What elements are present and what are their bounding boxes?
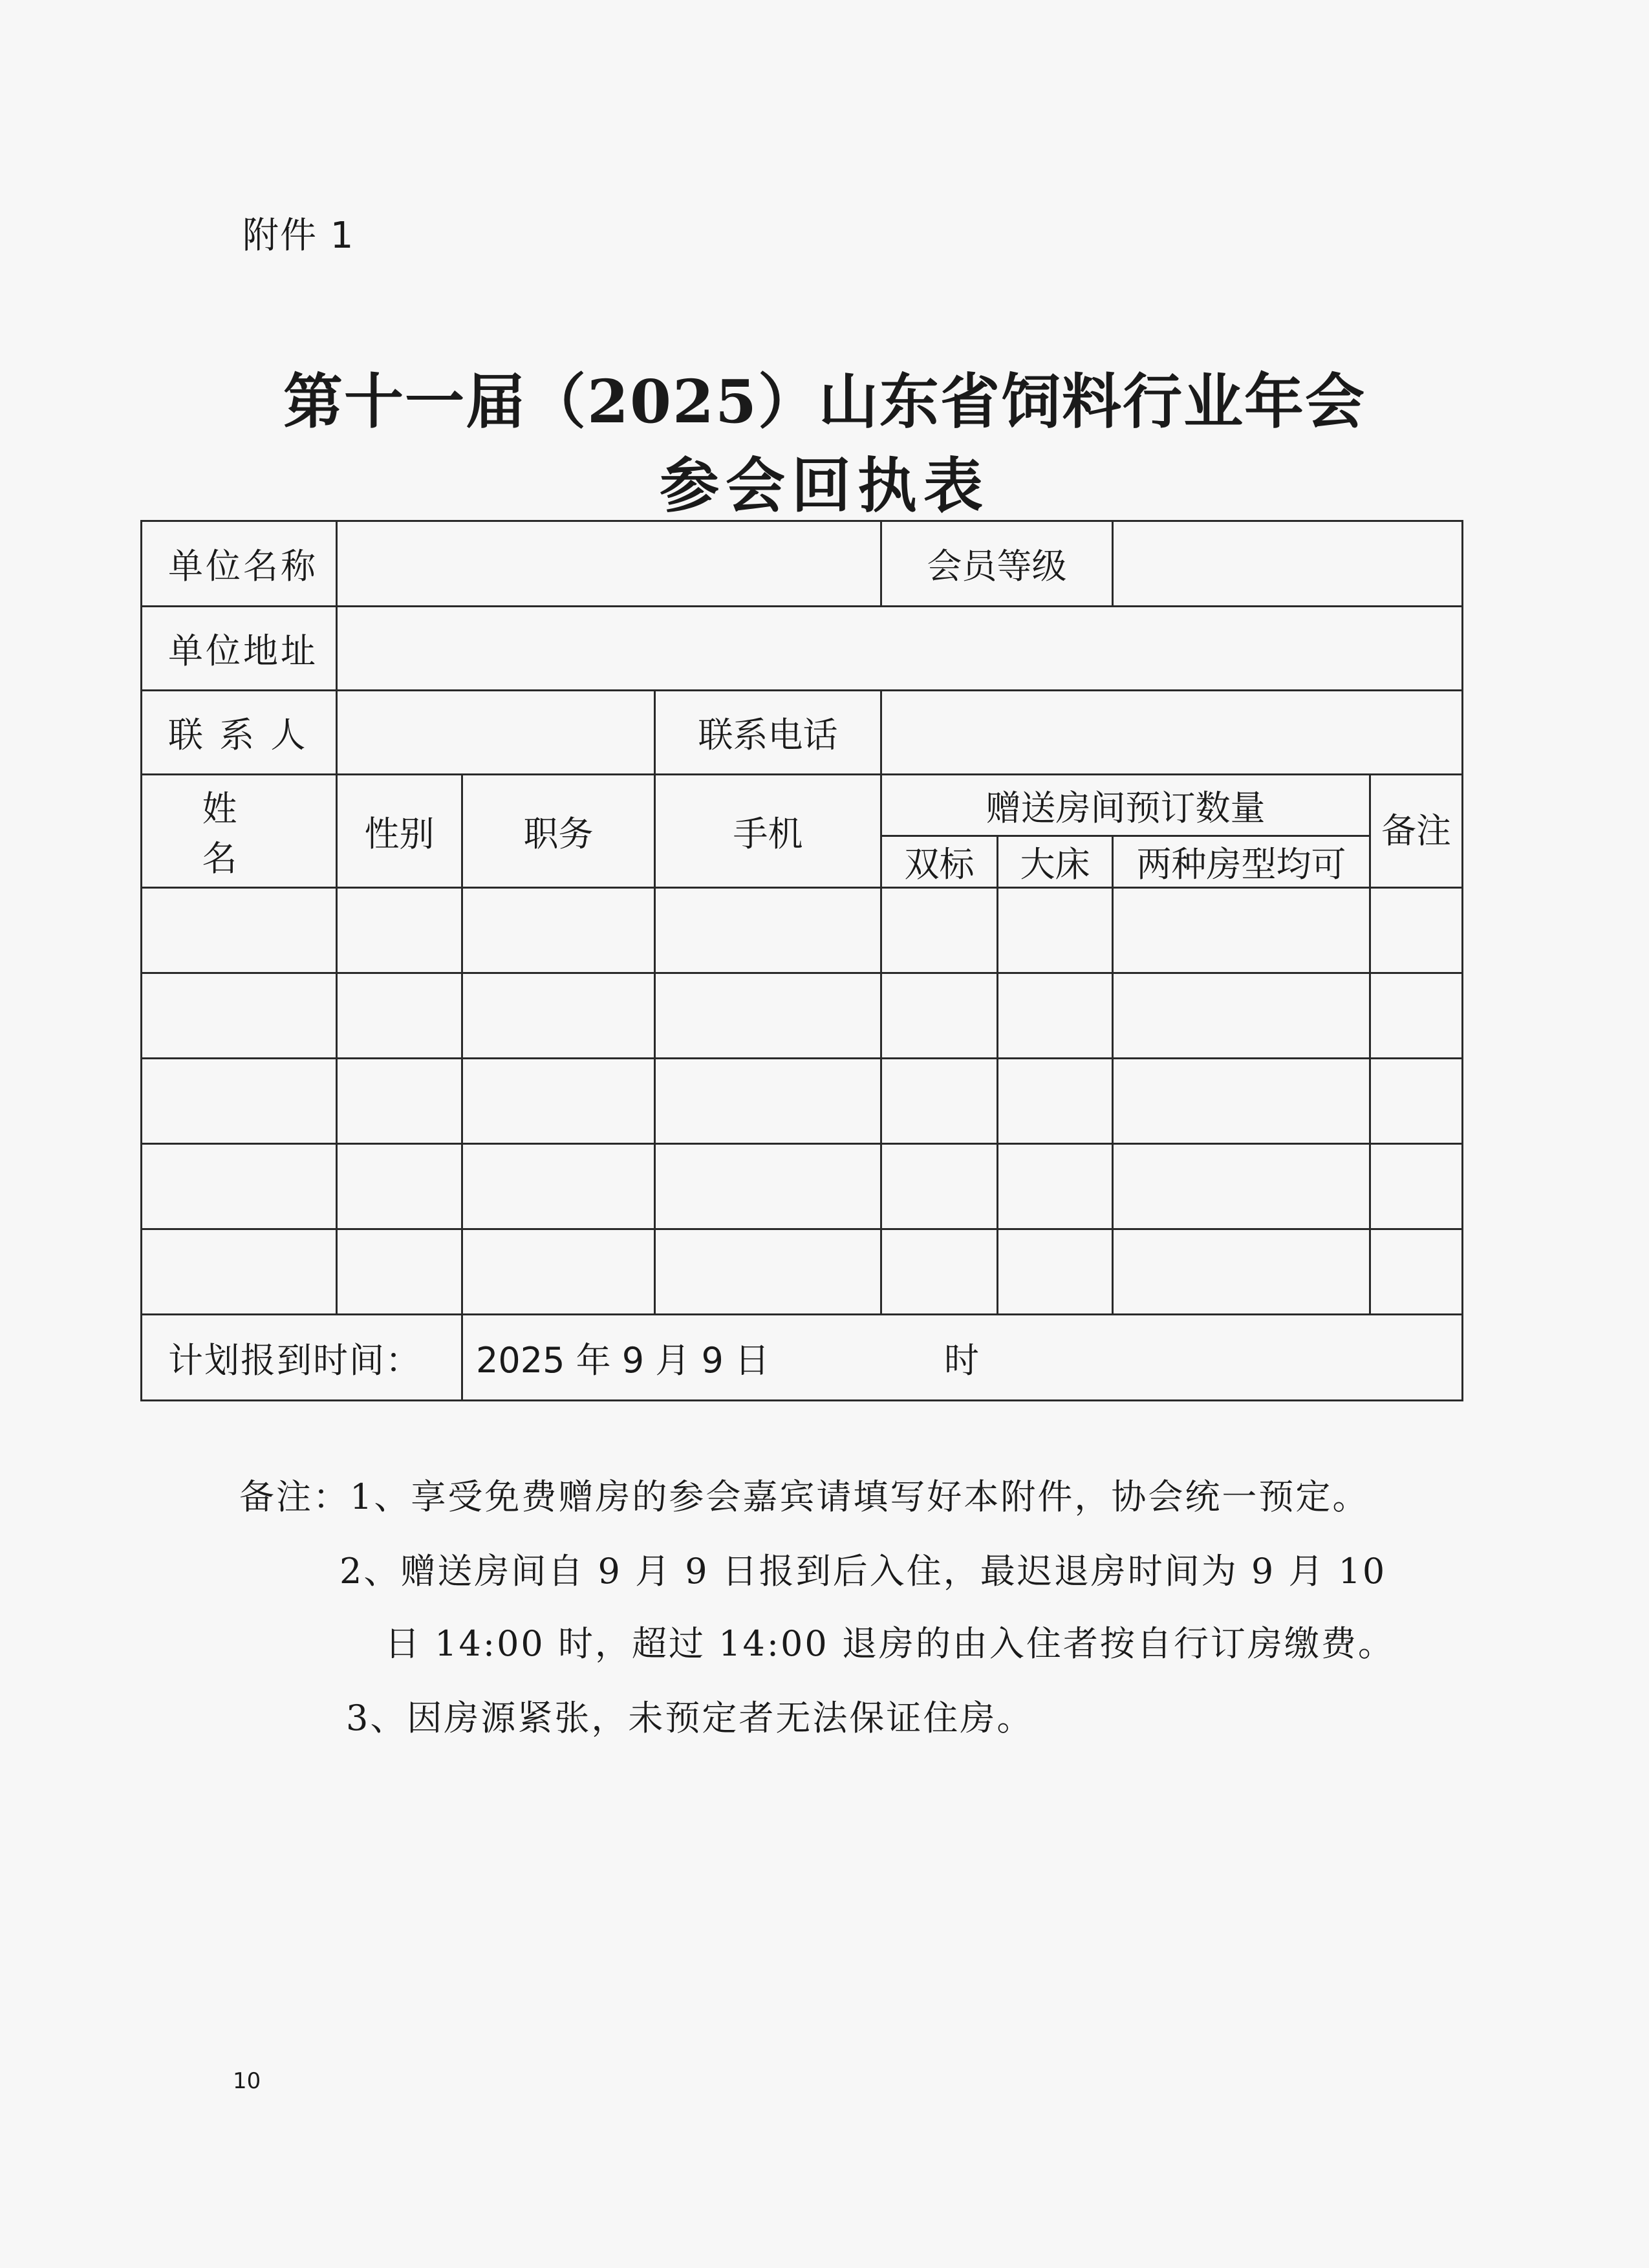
unit-name-field[interactable] [337,521,881,607]
column-header-row [142,775,1463,836]
unit-address-field[interactable] [337,607,1463,691]
attendee-twin-cell[interactable] [881,1144,998,1229]
planned-arrival-row [142,1315,1463,1401]
page-number: 10 [233,2068,261,2094]
contact-row [142,691,1463,775]
col-twin-header: 双标 [881,836,998,888]
attendee-mobile-cell[interactable] [655,973,881,1059]
attendee-row [142,888,1463,973]
attendee-position-cell[interactable] [462,1229,655,1315]
attendee-either-cell[interactable] [1113,973,1370,1059]
col-mobile-header: 手机 [655,775,881,888]
attendee-name-cell[interactable] [142,973,337,1059]
attendee-mobile-cell[interactable] [655,1059,881,1144]
attendee-mobile-cell[interactable] [655,1229,881,1315]
planned-arrival-hour-unit: 时 [943,1339,979,1381]
attendee-row [142,1144,1463,1229]
attendee-position-cell[interactable] [462,973,655,1059]
attendee-remarks-cell[interactable] [1370,973,1463,1059]
attendee-king-cell[interactable] [998,888,1113,973]
contact-phone-label: 联系电话 [655,691,881,775]
attendee-row [142,1059,1463,1144]
planned-arrival-field[interactable] [462,1315,1463,1401]
attendee-position-cell[interactable] [462,1059,655,1144]
col-position-header: 职务 [462,775,655,888]
attendee-remarks-cell[interactable] [1370,1229,1463,1315]
attendee-either-cell[interactable] [1113,888,1370,973]
attendee-twin-cell[interactable] [881,973,998,1059]
contact-phone-field[interactable] [881,691,1463,775]
attendee-row [142,1229,1463,1315]
note-item-3: 3、因房源紧张，未预定者无法保证住房。 [346,1698,1034,1738]
attendee-either-cell[interactable] [1113,1144,1370,1229]
attendee-either-cell[interactable] [1113,1059,1370,1144]
note-item-1: 1、享受免费赠房的参会嘉宾请填写好本附件，协会统一预定。 [350,1476,1370,1517]
col-remarks-header: 备注 [1370,775,1463,888]
unit-address-label: 单位地址 [142,607,337,691]
col-king-header: 大床 [998,836,1113,888]
attendee-twin-cell[interactable] [881,888,998,973]
col-name-header: 姓 名 [142,775,337,888]
attendee-twin-cell[interactable] [881,1059,998,1144]
attendee-king-cell[interactable] [998,1059,1113,1144]
note-item-2-line-2: 日 14:00 时，超过 14:00 退房的由入住者按自行订房缴费。 [385,1623,1395,1664]
attendee-twin-cell[interactable] [881,1229,998,1315]
unit-address-row [142,607,1463,691]
attendee-name-cell[interactable] [142,1229,337,1315]
col-gender-header: 性别 [337,775,462,888]
member-level-label: 会员等级 [881,521,1113,607]
attendee-gender-cell[interactable] [337,973,462,1059]
contact-person-field[interactable] [337,691,655,775]
notes-prefix: 备注： [239,1476,350,1517]
attendee-name-cell[interactable] [142,888,337,973]
attendee-mobile-cell[interactable] [655,1144,881,1229]
col-room-group-header: 赠送房间预订数量 [881,775,1370,836]
form-subtitle: 参会回执表 [659,451,989,521]
form-title: 第十一届（2025）山东省饲料行业年会 [283,367,1366,437]
attendee-remarks-cell[interactable] [1370,1144,1463,1229]
unit-name-label: 单位名称 [142,521,337,607]
attendee-remarks-cell[interactable] [1370,888,1463,973]
attendee-remarks-cell[interactable] [1370,1059,1463,1144]
attendee-either-cell[interactable] [1113,1229,1370,1315]
attendee-row [142,973,1463,1059]
member-level-field[interactable] [1113,521,1463,607]
planned-arrival-label: 计划报到时间： [142,1315,462,1401]
attendee-king-cell[interactable] [998,973,1113,1059]
attendee-position-cell[interactable] [462,888,655,973]
attendee-name-cell[interactable] [142,1059,337,1144]
attendee-gender-cell[interactable] [337,1059,462,1144]
col-either-header: 两种房型均可 [1113,836,1370,888]
attendee-name-cell[interactable] [142,1144,337,1229]
attendee-gender-cell[interactable] [337,888,462,973]
unit-name-row [142,521,1463,607]
contact-person-label: 联 系 人 [142,691,337,775]
attendee-king-cell[interactable] [998,1229,1113,1315]
note-line-1 [239,1476,1370,1517]
note-item-2-line-1: 2、赠送房间自 9 月 9 日报到后入住，最迟退房时间为 9 月 10 [339,1551,1387,1592]
attendee-mobile-cell[interactable] [655,888,881,973]
attendee-position-cell[interactable] [462,1144,655,1229]
attendee-gender-cell[interactable] [337,1144,462,1229]
attachment-label: 附件 1 [242,215,355,257]
attendee-gender-cell[interactable] [337,1229,462,1315]
registration-form-table [140,520,1463,1401]
planned-arrival-date: 2025 年 9 月 9 日 [476,1339,770,1381]
attendee-king-cell[interactable] [998,1144,1113,1229]
